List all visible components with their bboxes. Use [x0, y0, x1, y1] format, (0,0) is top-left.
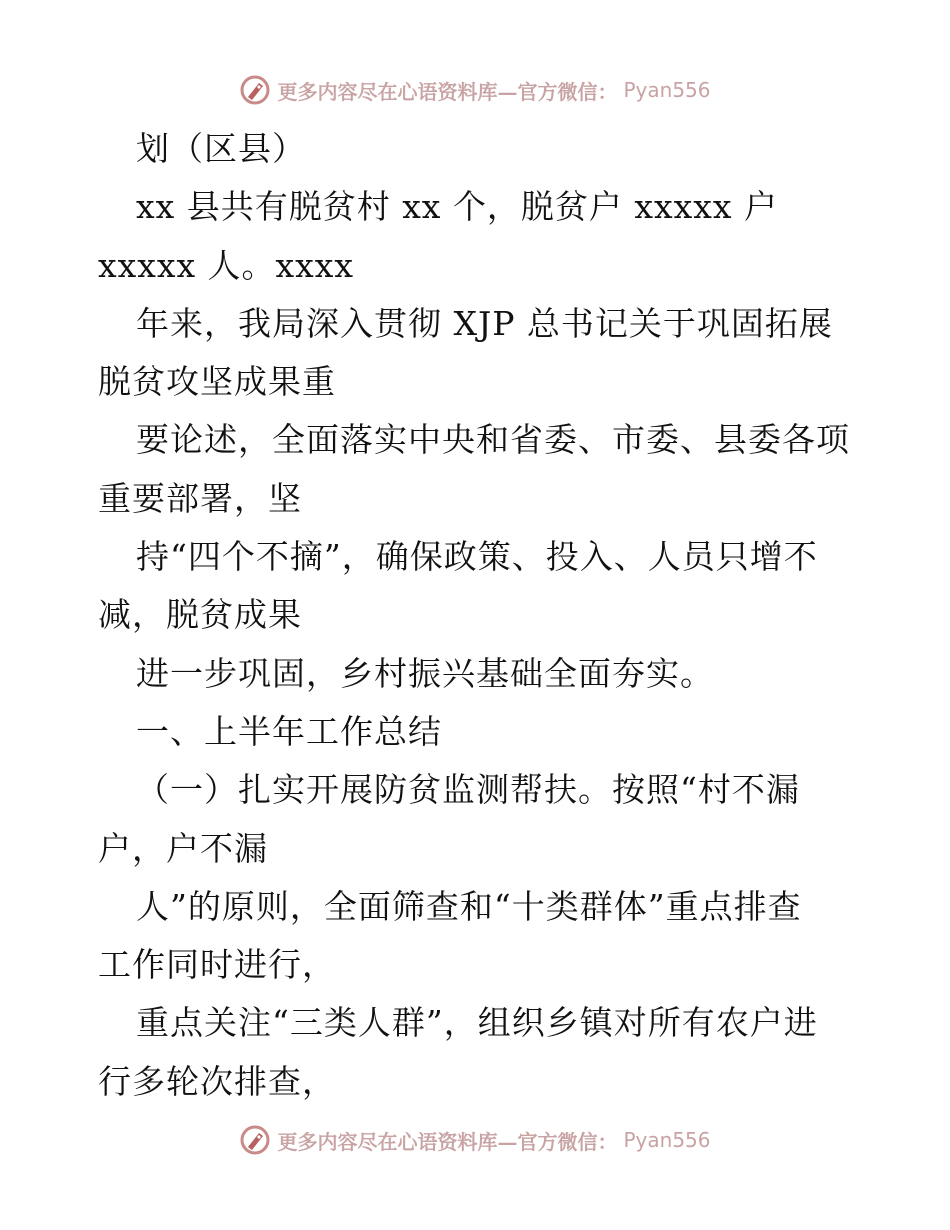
document-body [98, 120, 858, 1111]
text-line: 进一步巩固，乡村振兴基础全面夯实。 [136, 653, 714, 693]
wechat-id: Pyan556 [623, 1128, 711, 1152]
text-line: 工作同时进行， [98, 945, 336, 985]
watermark-text: 更多内容尽在心语资料库—官方微信： [277, 79, 618, 104]
text-line: 持“四个不摘”，确保政策、投入、人员只增不 [136, 537, 818, 577]
footer-watermark-banner [0, 1120, 950, 1160]
text-line: 要论述，全面落实中央和省委、市委、县委各项 [136, 420, 850, 460]
watermark-text: 更多内容尽在心语资料库—官方微信： [277, 1129, 618, 1154]
text-line: （一）扎实开展防贫监测帮扶。按照“村不漏 [136, 770, 800, 810]
text-line: 减，脱贫成果 [98, 595, 302, 635]
text-line: 年来，我局深入贯彻 XJP 总书记关于巩固拓展 [136, 303, 833, 343]
section-heading: 一、上半年工作总结 [136, 711, 442, 751]
text-line: 行多轮次排查， [98, 1061, 336, 1101]
text-line: 重点关注“三类人群”，组织乡镇对所有农户进 [136, 1003, 818, 1043]
text-line: xx 县共有脱贫村 xx 个，脱贫户 xxxxx 户 [136, 187, 778, 227]
wechat-id: Pyan556 [623, 78, 711, 102]
text-line: xxxxx 人。xxxx [98, 245, 354, 285]
text-line: 划（区县） [136, 129, 306, 168]
text-line: 重要部署，坚 [98, 478, 302, 518]
text-line: 脱贫攻坚成果重 [98, 362, 336, 402]
text-line: 人”的原则，全面筛查和“十类群体”重点排查 [136, 886, 802, 926]
pen-nib-logo-icon [239, 74, 271, 106]
pen-nib-logo-icon [239, 1124, 271, 1156]
text-line: 户，户不漏 [98, 828, 268, 868]
header-watermark-banner [0, 70, 950, 110]
